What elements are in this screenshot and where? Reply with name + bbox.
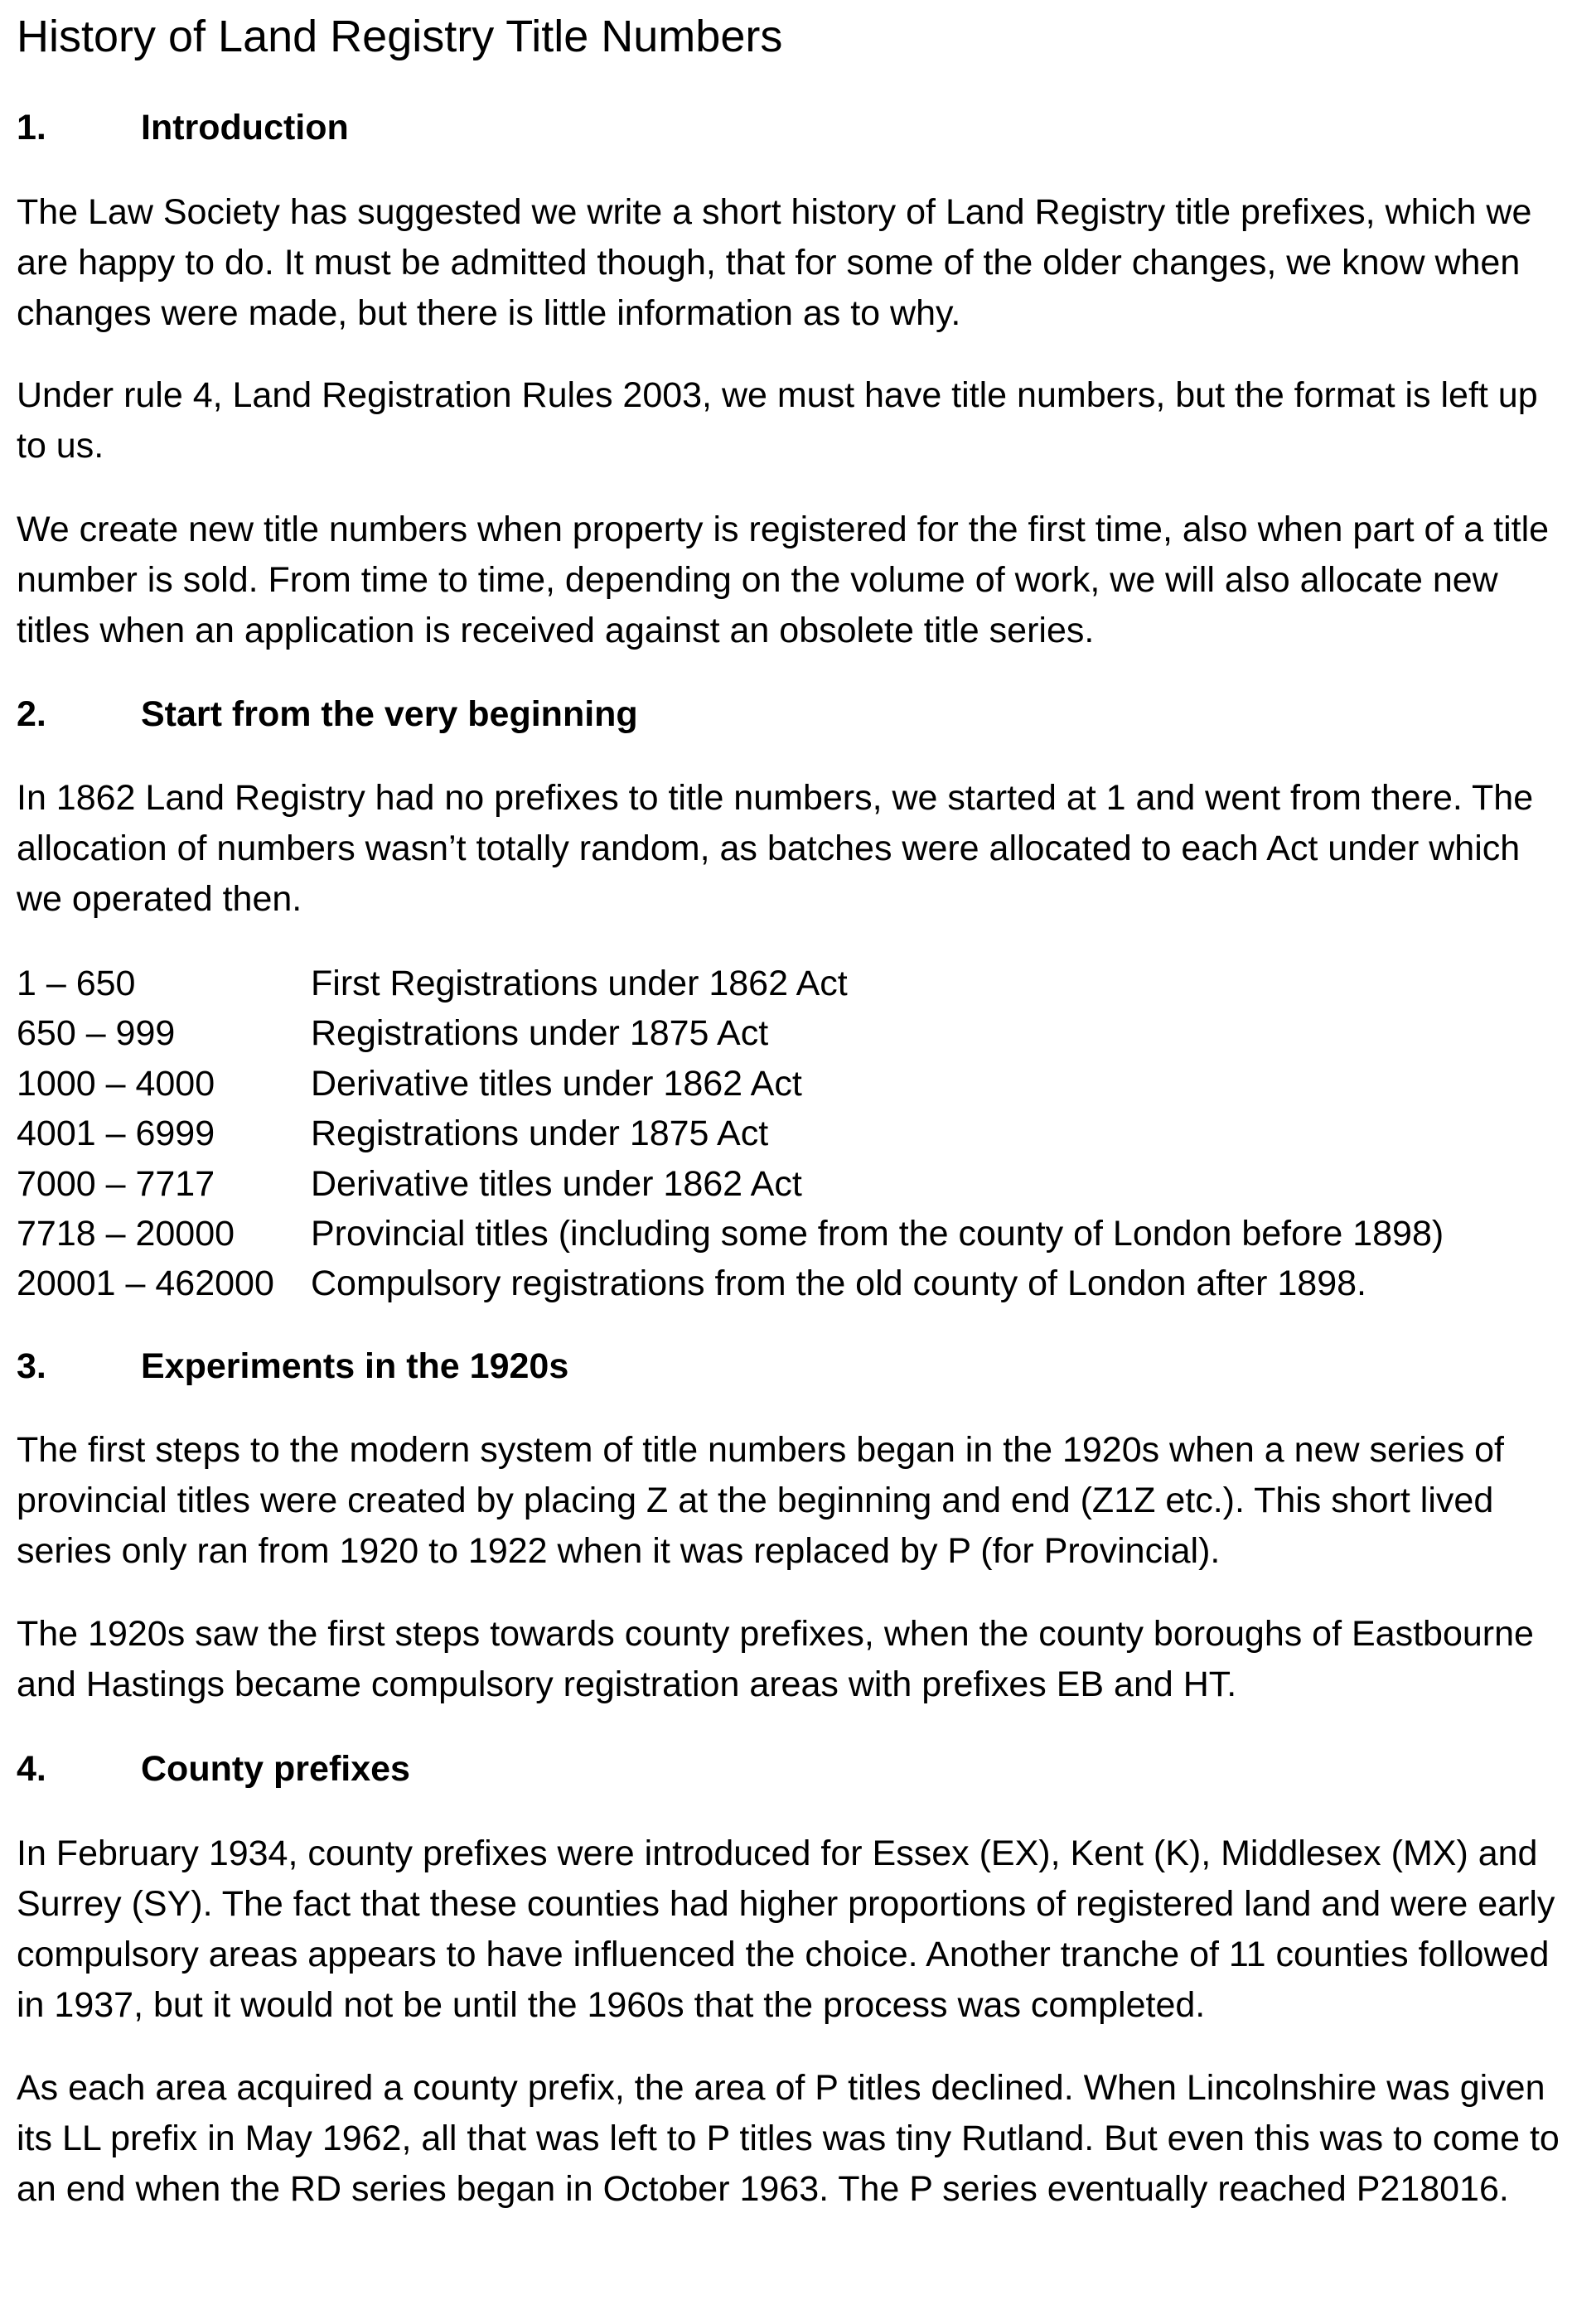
range-description: Registrations under 1875 Act bbox=[311, 1114, 769, 1154]
range-row bbox=[17, 959, 1566, 1008]
range-description: Compulsory registrations from the old county of London after 1898. bbox=[311, 1263, 1366, 1304]
section-title: Start from the very beginning bbox=[141, 694, 638, 734]
paragraph: The 1920s saw the first steps towards county prefixes, when the county boroughs of Eastbourne and Hastings became compulsory registration areas with prefixes EB and HT. bbox=[17, 1614, 1534, 1704]
range-row bbox=[17, 1008, 1566, 1058]
section-title: Experiments in the 1920s bbox=[141, 1346, 569, 1386]
range-value: 7718 – 20000 bbox=[17, 1214, 235, 1254]
section-number: 3. bbox=[17, 1346, 46, 1386]
paragraph: We create new title numbers when property is registered for the first time, also when part of a title number is sold. From time to time, depending on the volume of work, we will also allocate new titles when an application is received against an obsolete title series. bbox=[17, 510, 1550, 650]
range-row bbox=[17, 1109, 1566, 1158]
section-number: 1. bbox=[17, 108, 46, 147]
range-description: Derivative titles under 1862 Act bbox=[311, 1063, 802, 1104]
range-value: 1 – 650 bbox=[17, 964, 136, 1003]
section-title: Introduction bbox=[141, 108, 349, 147]
range-row bbox=[17, 1059, 1566, 1109]
title-number-ranges bbox=[17, 959, 1566, 1309]
range-value: 7000 – 7717 bbox=[17, 1163, 215, 1204]
paragraph: The first steps to the modern system of title numbers began in the 1920s when a new series of provincial titles were created by placing Z at the beginning and end (Z1Z etc.). This short lived series only ran from 1920 to 1922 when it was replaced by P (for Provincial). bbox=[17, 1430, 1504, 1571]
section-number: 2. bbox=[17, 694, 46, 734]
section-heading-county-prefixes bbox=[17, 1744, 1566, 1794]
paragraph: In February 1934, county prefixes were introduced for Essex (EX), Kent (K), Middlesex (MX) and Surrey (SY). The fact that these counties had higher proportions of registered land and were early compulsory areas appears to have influenced the choice. Another tranche of 11 counties followed in 1937, but it would not be until the 1960s that the process was completed. bbox=[17, 1834, 1555, 2025]
range-value: 1000 – 4000 bbox=[17, 1063, 215, 1104]
page-title: History of Land Registry Title Numbers bbox=[17, 12, 783, 61]
range-description: Derivative titles under 1862 Act bbox=[311, 1163, 802, 1204]
range-value: 20001 – 462000 bbox=[17, 1263, 274, 1304]
section-heading-start bbox=[17, 689, 1566, 739]
section-heading-experiments bbox=[17, 1341, 1566, 1391]
range-description: Provincial titles (including some from the county of London before 1898) bbox=[311, 1214, 1444, 1254]
range-description: Registrations under 1875 Act bbox=[311, 1013, 769, 1054]
range-value: 4001 – 6999 bbox=[17, 1114, 215, 1154]
paragraph: In 1862 Land Registry had no prefixes to title numbers, we started at 1 and went from there. The allocation of numbers wasn’t totally random, as batches were allocated to each Act under which we operated then. bbox=[17, 778, 1534, 919]
range-description: First Registrations under 1862 Act bbox=[311, 964, 848, 1003]
range-row bbox=[17, 1259, 1566, 1308]
paragraph: As each area acquired a county prefix, the area of P titles declined. When Lincolnshire was given its LL prefix in May 1962, all that was left to P titles was tiny Rutland. But even this was to come to an end when the RD series began in October 1963. The P series eventually reached P218016. bbox=[17, 2068, 1560, 2209]
range-value: 650 – 999 bbox=[17, 1013, 176, 1054]
range-row bbox=[17, 1159, 1566, 1209]
paragraph: The Law Society has suggested we write a short history of Land Registry title prefixes, which we are happy to do. It must be admitted though, that for some of the older changes, we know when changes were made, but there is little information as to why. bbox=[17, 192, 1532, 333]
section-heading-introduction bbox=[17, 103, 1566, 152]
range-row bbox=[17, 1209, 1566, 1259]
section-title: County prefixes bbox=[141, 1749, 410, 1789]
section-number: 4. bbox=[17, 1749, 46, 1789]
paragraph: Under rule 4, Land Registration Rules 2003, we must have title numbers, but the format is left up to us. bbox=[17, 375, 1538, 466]
